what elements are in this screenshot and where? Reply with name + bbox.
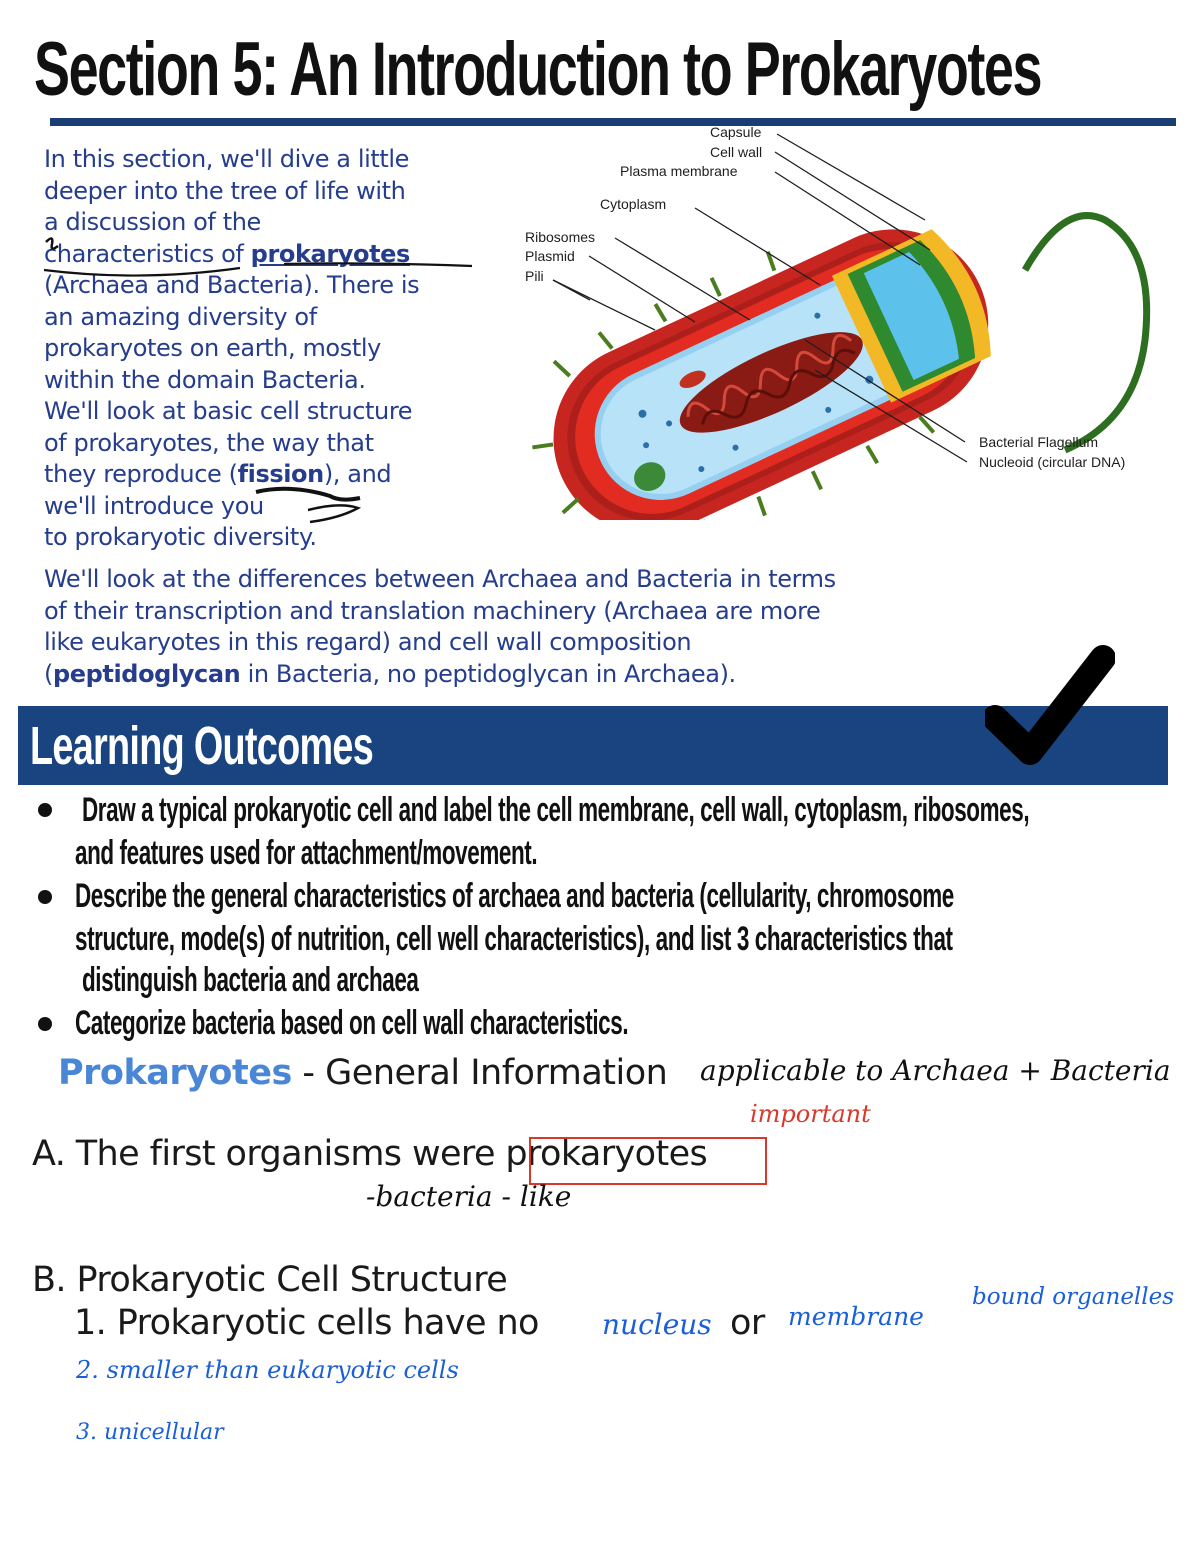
note-important: important <box>750 1100 871 1128</box>
intro-text: ), and <box>323 460 392 488</box>
outcome-item: Draw a typical prokaryotic cell and label the cell membrane, cell wall, cytoplasm, ribosomes, <box>82 791 1030 829</box>
intro-line: We'll look at basic cell structure <box>44 397 413 425</box>
para-line: We'll look at the differences between Archaea and Bacteria in terms <box>44 565 836 593</box>
fission-term: fission <box>237 460 324 488</box>
pili-label: Pili <box>525 268 544 284</box>
capsule-label: Capsule <box>710 124 762 140</box>
note-bacteria-like: -bacteria - like <box>366 1180 572 1213</box>
para-line <box>44 659 1044 691</box>
note-unicellular: 3. unicellular <box>76 1420 224 1445</box>
prokaryotes-boxed: prokaryotes <box>505 1134 708 1174</box>
outcome-item: Categorize bacteria based on cell wall characteristics. <box>75 1004 629 1042</box>
prokaryotes-link[interactable]: prokaryotes <box>250 239 410 268</box>
point-b1-or: or <box>730 1303 765 1343</box>
prokaryotic-cell-diagram <box>505 120 1195 520</box>
ribosomes-label: Ribosomes <box>525 229 596 245</box>
outcome-item-cont: distinguish bacteria and archaea <box>82 961 419 999</box>
handwritten-marks <box>40 222 510 532</box>
bullet-icon <box>38 1017 52 1031</box>
cytoplasm-label: Cytoplasm <box>600 196 667 212</box>
bullet-icon <box>38 803 52 817</box>
learning-outcomes-heading: Learning Outcomes <box>30 716 374 776</box>
intro-line: a discussion of the <box>44 208 261 236</box>
page-title: Section 5: An Introduction to Prokaryotes <box>34 27 1042 112</box>
flagellum-label: Bacterial Flagellum <box>979 434 1099 450</box>
intro-line: of prokaryotes, the way that <box>44 428 374 457</box>
handwritten-checkmark-icon <box>985 640 1115 770</box>
intro-line: (Archaea and Bacteria). There is <box>44 271 420 299</box>
highlight-box <box>529 1137 767 1185</box>
plasmid-label: Plasmid <box>525 248 575 264</box>
differences-paragraph <box>44 564 1044 690</box>
note-smaller: 2. smaller than eukaryotic cells <box>76 1356 459 1384</box>
intro-line: to prokaryotic diversity. <box>44 523 317 551</box>
intro-text: they reproduce ( <box>44 460 238 488</box>
outcome-item-cont: structure, mode(s) of nutrition, cell well characteristics), and list 3 characteristics that <box>75 920 953 958</box>
para-line: of their transcription and translation machinery (Archaea are more <box>44 596 821 625</box>
intro-line: prokaryotes on earth, mostly <box>44 334 381 362</box>
note-nucleus: nucleus <box>602 1308 712 1341</box>
outcome-item-cont: and features used for attachment/movement. <box>75 834 538 872</box>
para-text: ( <box>44 659 53 688</box>
plasma-membrane-label: Plasma membrane <box>620 163 738 179</box>
prokaryotes-word: Prokaryotes <box>58 1053 292 1093</box>
outcome-item: Describe the general characteristics of archaea and bacteria (cellularity, chromosome <box>75 877 954 915</box>
intro-line: deeper into the tree of life with <box>44 176 406 205</box>
para-line: like eukaryotes in this regard) and cell wall composition <box>44 628 692 656</box>
heading-rest: - General Information <box>291 1053 668 1093</box>
flagellum <box>1025 216 1147 450</box>
intro-text: characteristics of <box>44 239 244 268</box>
cell-wall-label: Cell wall <box>710 144 763 160</box>
nucleoid-label: Nucleoid (circular DNA) <box>979 454 1126 470</box>
prokaryotes-general-heading <box>58 1048 667 1098</box>
peptidoglycan-term: peptidoglycan <box>52 659 241 688</box>
point-b1: 1. Prokaryotic cells have no <box>74 1303 539 1343</box>
note-bound-organelles: bound organelles <box>972 1284 1175 1310</box>
intro-line: we'll introduce you <box>44 491 264 520</box>
point-b: B. Prokaryotic Cell Structure <box>32 1260 508 1300</box>
note-membrane: membrane <box>788 1302 924 1331</box>
bullet-icon <box>38 890 52 904</box>
intro-line: within the domain Bacteria. <box>44 365 366 394</box>
note-applicable: applicable to Archaea + Bacteria <box>700 1054 1171 1087</box>
intro-line: an amazing diversity of <box>44 302 317 331</box>
point-a-text: A. The first organisms were <box>32 1134 506 1174</box>
intro-line: In this section, we'll dive a little <box>44 145 410 173</box>
para-text: in Bacteria, no peptidoglycan in Archaea). <box>240 659 736 688</box>
